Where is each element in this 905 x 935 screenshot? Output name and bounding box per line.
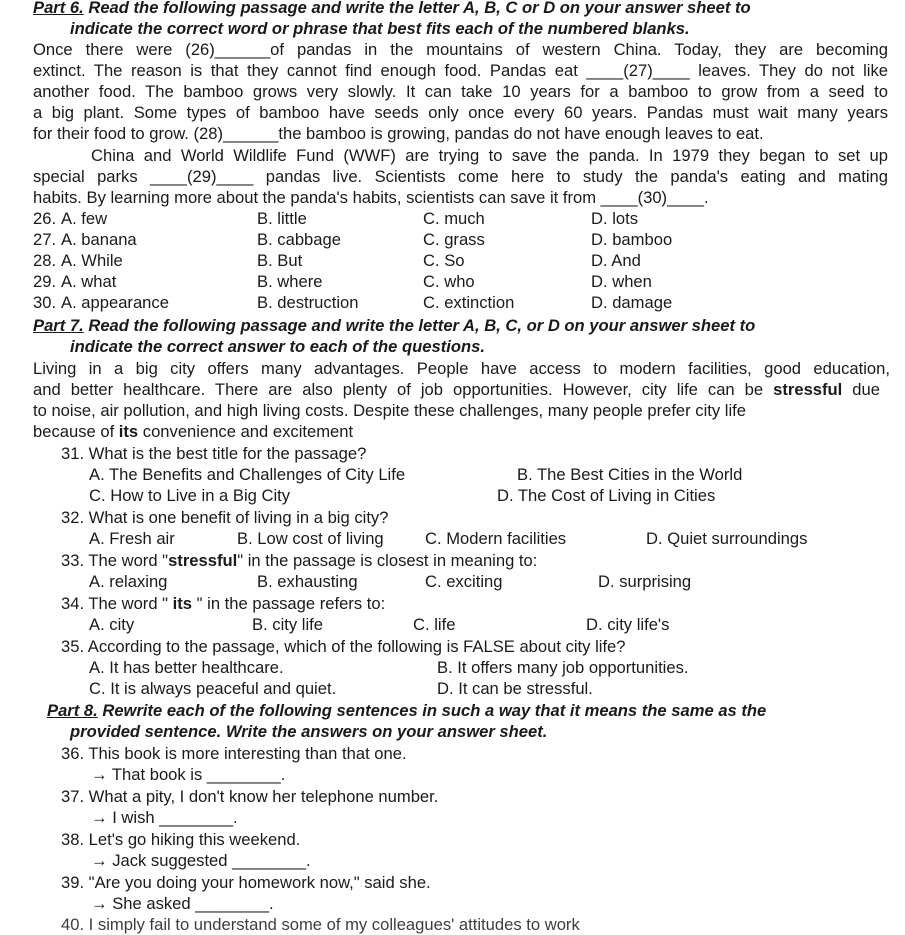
- part7-instruction-2: indicate the correct answer to each of the questions.: [70, 337, 485, 356]
- part6-instruction: Part 6. Read the following passage and write the letter A, B, C or D on your answer sheet to: [33, 0, 751, 17]
- question-40-cutoff: 40. I simply fail to understand some of my colleagues' attitudes to work: [61, 915, 580, 934]
- part7-passage-line: Living in a big city offers many advantages. People have access to modern facilities, good education,: [33, 359, 890, 378]
- option-c: C. How to Live in a Big City: [89, 486, 291, 505]
- question-32: 32. What is one benefit of living in a big city?: [61, 508, 389, 527]
- question-31: 31. What is the best title for the passage?: [61, 444, 367, 463]
- option-b: B. Low cost of living: [237, 529, 384, 548]
- part6-passage-line: another food. The bamboo grows very slowly. It can take 10 years for a bamboo to grow from a seed to: [33, 82, 888, 101]
- option-number: 26.: [33, 209, 57, 228]
- keyword-stressful: stressful: [773, 380, 843, 399]
- part7-instruction: Part 7. Read the following passage and write the letter A, B, C, or D on your answer sheet to: [33, 316, 756, 335]
- answer-line-38: → Jack suggested ________.: [91, 851, 311, 870]
- option-c: C. life: [413, 615, 456, 634]
- part8-label: Part 8.: [47, 701, 98, 720]
- option-d: D. bamboo: [591, 230, 673, 249]
- option-c: C. Modern facilities: [425, 529, 567, 548]
- option-d: D. when: [591, 272, 652, 291]
- answer-line-36: → That book is ________.: [91, 765, 286, 784]
- option-a: A. While: [61, 251, 123, 270]
- question-37: 37. What a pity, I don't know her telephone number.: [61, 787, 439, 806]
- option-number: 30.: [33, 293, 57, 312]
- option-a: A. Fresh air: [89, 529, 175, 548]
- part6-label: Part 6.: [33, 0, 84, 17]
- part7-passage-line: and better healthcare. There are also plenty of job opportunities. However, city life can be stressful due: [33, 380, 880, 399]
- option-a: A. banana: [61, 230, 137, 249]
- part6-passage-line: Once there were (26)______of pandas in the mountains of western China. Today, they are becoming: [33, 40, 888, 59]
- option-b: B. cabbage: [257, 230, 341, 249]
- question-36: 36. This book is more interesting than that one.: [61, 744, 407, 763]
- option-number: 27.: [33, 230, 57, 249]
- option-number: 29.: [33, 272, 57, 291]
- part7-passage-line: to noise, air pollution, and high living costs. Despite these challenges, many people prefer city life: [33, 401, 747, 420]
- part6-passage-line: a big plant. Some types of bamboo have seeds only once every 60 years. Pandas must wait many years: [33, 103, 888, 122]
- question-33: 33. The word "stressful" in the passage is closest in meaning to:: [61, 551, 538, 570]
- option-d: D. damage: [591, 293, 673, 312]
- part8-instruction: Part 8. Rewrite each of the following sentences in such a way that it means the same as the: [47, 701, 767, 720]
- option-d: D. The Cost of Living in Cities: [497, 486, 716, 505]
- option-a: A. appearance: [61, 293, 169, 312]
- option-c: C. much: [423, 209, 485, 228]
- part7-label: Part 7.: [33, 316, 84, 335]
- option-a: A. relaxing: [89, 572, 168, 591]
- part7-passage-line: because of its convenience and excitement: [33, 422, 354, 441]
- option-d: D. lots: [591, 209, 639, 228]
- option-c: C. extinction: [423, 293, 515, 312]
- option-number: 28.: [33, 251, 57, 270]
- option-d: D. And: [591, 251, 641, 270]
- option-a: A. what: [61, 272, 117, 291]
- option-d: D. It can be stressful.: [437, 679, 593, 698]
- option-d: D. city life's: [586, 615, 670, 634]
- part6-passage-line: habits. By learning more about the panda's habits, scientists can save it from ____(30)____.: [33, 188, 709, 207]
- question-35: 35. According to the passage, which of the following is FALSE about city life?: [61, 637, 626, 656]
- keyword-its: its: [118, 422, 139, 441]
- part6-passage-line: for their food to grow. (28)______the bamboo is growing, pandas do not have enough leaves to eat.: [33, 124, 764, 143]
- option-b: B. where: [257, 272, 323, 291]
- part8-instruction-2: provided sentence. Write the answers on your answer sheet.: [70, 722, 548, 741]
- option-b: B. The Best Cities in the World: [517, 465, 743, 484]
- option-a: A. city: [89, 615, 135, 634]
- option-b: B. exhausting: [257, 572, 358, 591]
- option-c: C. It is always peaceful and quiet.: [89, 679, 337, 698]
- answer-line-37: → I wish ________.: [91, 808, 238, 827]
- question-38: 38. Let's go hiking this weekend.: [61, 830, 301, 849]
- part6-passage-line: China and World Wildlife Fund (WWF) are trying to save the panda. In 1979 they began to set up: [91, 146, 888, 165]
- part6-passage-line: special parks ____(29)____ pandas live. Scientists come here to study the panda's eating and mating: [33, 167, 888, 186]
- option-c: C. exciting: [425, 572, 503, 591]
- option-a: A. few: [61, 209, 108, 228]
- option-a: A. The Benefits and Challenges of City Life: [89, 465, 406, 484]
- option-a: A. It has better healthcare.: [89, 658, 284, 677]
- option-c: C. grass: [423, 230, 485, 249]
- option-b: B. But: [257, 251, 303, 270]
- part6-instruction-2: indicate the correct word or phrase that best fits each of the numbered blanks.: [70, 19, 690, 38]
- question-39: 39. "Are you doing your homework now," said she.: [61, 873, 431, 892]
- option-c: C. who: [423, 272, 475, 291]
- question-34: 34. The word " its " in the passage refers to:: [61, 594, 386, 613]
- answer-line-39: → She asked ________.: [91, 894, 274, 913]
- option-b: B. city life: [252, 615, 324, 634]
- option-b: B. It offers many job opportunities.: [437, 658, 689, 677]
- option-b: B. little: [257, 209, 307, 228]
- option-d: D. Quiet surroundings: [646, 529, 808, 548]
- part6-passage-line: extinct. The reason is that they cannot find enough food. Pandas eat ____(27)____ leaves. They do not like: [33, 61, 888, 80]
- option-b: B. destruction: [257, 293, 359, 312]
- option-d: D. surprising: [598, 572, 692, 591]
- option-c: C. So: [423, 251, 465, 270]
